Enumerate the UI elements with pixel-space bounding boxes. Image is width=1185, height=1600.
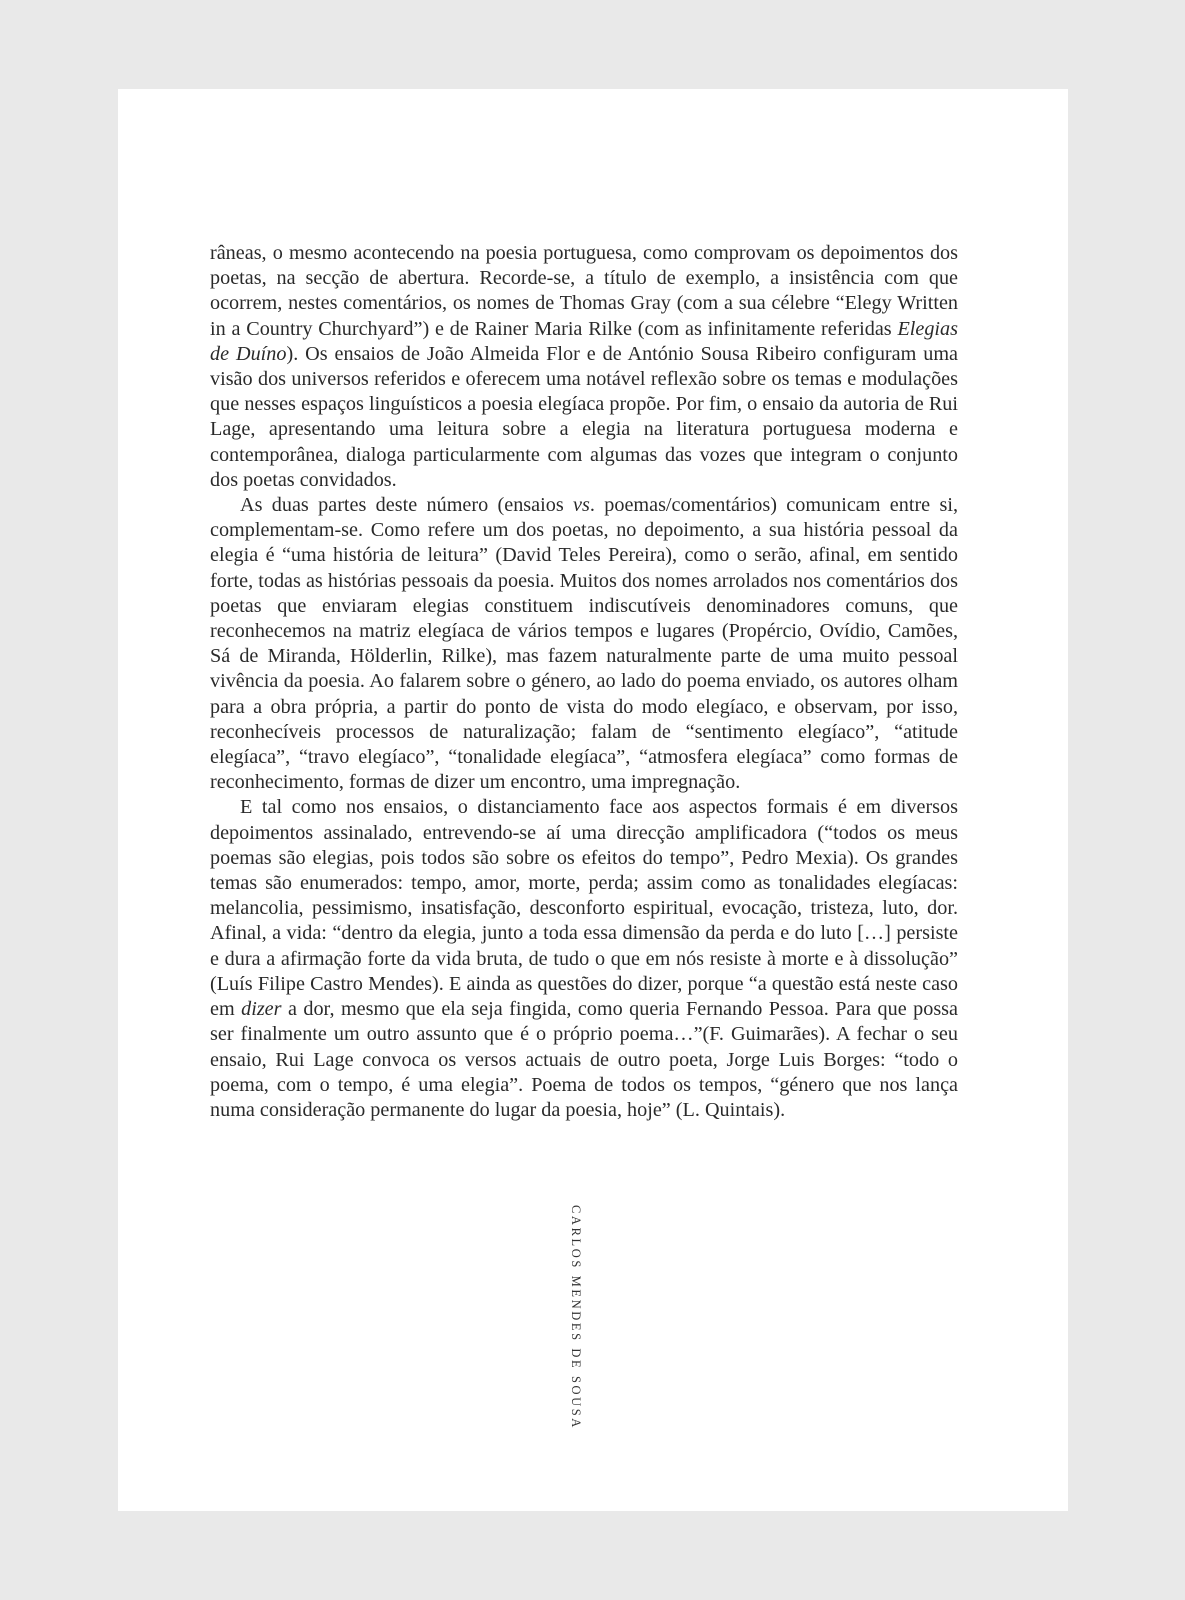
- italic-vs: vs: [573, 494, 590, 517]
- paragraph-1-text-start: râneas, o mesmo acontecendo na poesia portuguesa, como comprovam os depoimentos dos poetas, na secção de abertura. Recorde-se, a título de exemplo, a insistência com que ocorrem, nestes comentários, os nomes de Thomas Gray (com a sua célebre “Elegy Written in a Country Churchyard”) e de Rainer Maria Rilke (com as infinitamente referidas: [210, 242, 958, 340]
- paragraph-2: [210, 493, 958, 795]
- paragraph-3-text-start: E tal como nos ensaios, o distanciamento face aos aspectos formais é em diversos depoimentos assinalado, entrevendo-se aí uma direcção amplificadora (“todos os meus poemas são elegias, pois todos são sobre os efeitos do tempo”, Pedro Mexia). Os grandes temas são enumerados: tempo, amor, morte, perda; assim como as tonalidades elegíacas: melancolia, pessimismo, insatisfação, desconforto espiritual, evocação, tristeza, luto, dor. Afinal, a vida: “dentro da elegia, junto a toda essa dimensão da perda e do luto […] persiste e dura a afirmação forte da vida bruta, de tudo o que em nós resiste à morte e à dissolução” (Luís Filipe Castro Mendes). E ainda as questões do dizer, porque “a questão está neste caso em: [210, 796, 958, 1021]
- paragraph-1-text-end: ). Os ensaios de João Almeida Flor e de António Sousa Ribeiro configuram uma visão dos universos referidos e oferecem uma notável reflexão sobre os temas e modulações que nesses espaços linguísticos a poesia elegíaca propõe. Por fim, o ensaio da autoria de Rui Lage, apresentando uma leitura sobre a elegia na literatura portuguesa moderna e contemporânea, dialoga particularmente com algumas das vozes que integram o conjunto dos poetas convidados.: [210, 342, 959, 491]
- book-title-elegias-de-duino: Elegias de Duíno: [210, 317, 958, 365]
- paragraph-3-text-end: a dor, mesmo que ela seja fingida, como queria Fernando Pessoa. Para que possa ser finalmente um outro assunto que é o próprio poema…”(F. Guimarães). A fechar o seu ensaio, Rui Lage convoca os versos actuais de outro poeta, Jorge Luis Borges: “todo o poema, com o tempo, é uma elegia”. Poema de todos os tempos, “género que nos lança numa consideração permanente do lugar da poesia, hoje” (L. Quintais).: [210, 998, 958, 1121]
- paragraph-1: [210, 241, 958, 493]
- italic-dizer: dizer: [241, 998, 282, 1021]
- author-signature: CARLOS MENDES DE SOUSA: [569, 1205, 583, 1430]
- paragraph-3: [210, 795, 958, 1123]
- body-text: [210, 241, 958, 1123]
- paragraph-2-text-start: As duas partes deste número (ensaios: [240, 494, 574, 517]
- paragraph-2-text-end: . poemas/comentários) comunicam entre si, complementam-se. Como refere um dos poetas, no depoimento, a sua história pessoal da elegia é “uma história de leitura” (David Teles Pereira), como o serão, afinal, em sentido forte, todas as histórias pessoais da poesia. Muitos dos nomes arrolados nos comentários dos poetas que enviaram elegias constituem indiscutíveis denominadores comuns, que reconhecemos na matriz elegíaca de vários tempos e lugares (Propércio, Ovídio, Camões, Sá de Miranda, Hölderlin, Rilke), mas fazem naturalmente parte de uma muito pessoal vivência da poesia. Ao falarem sobre o género, ao lado do poema enviado, os autores olham para a obra própria, a partir do ponto de vista do modo elegíaco, e observam, por isso, reconhecíveis processos de naturalização; falam de “sentimento elegíaco”, “atitude elegíaca”, “travo elegíaco”, “tonalidade elegíaca”, “atmosfera elegíaca” como formas de reconhecimento, formas de dizer um encontro, uma impregnação.: [210, 494, 958, 794]
- page-sheet: [118, 89, 1068, 1511]
